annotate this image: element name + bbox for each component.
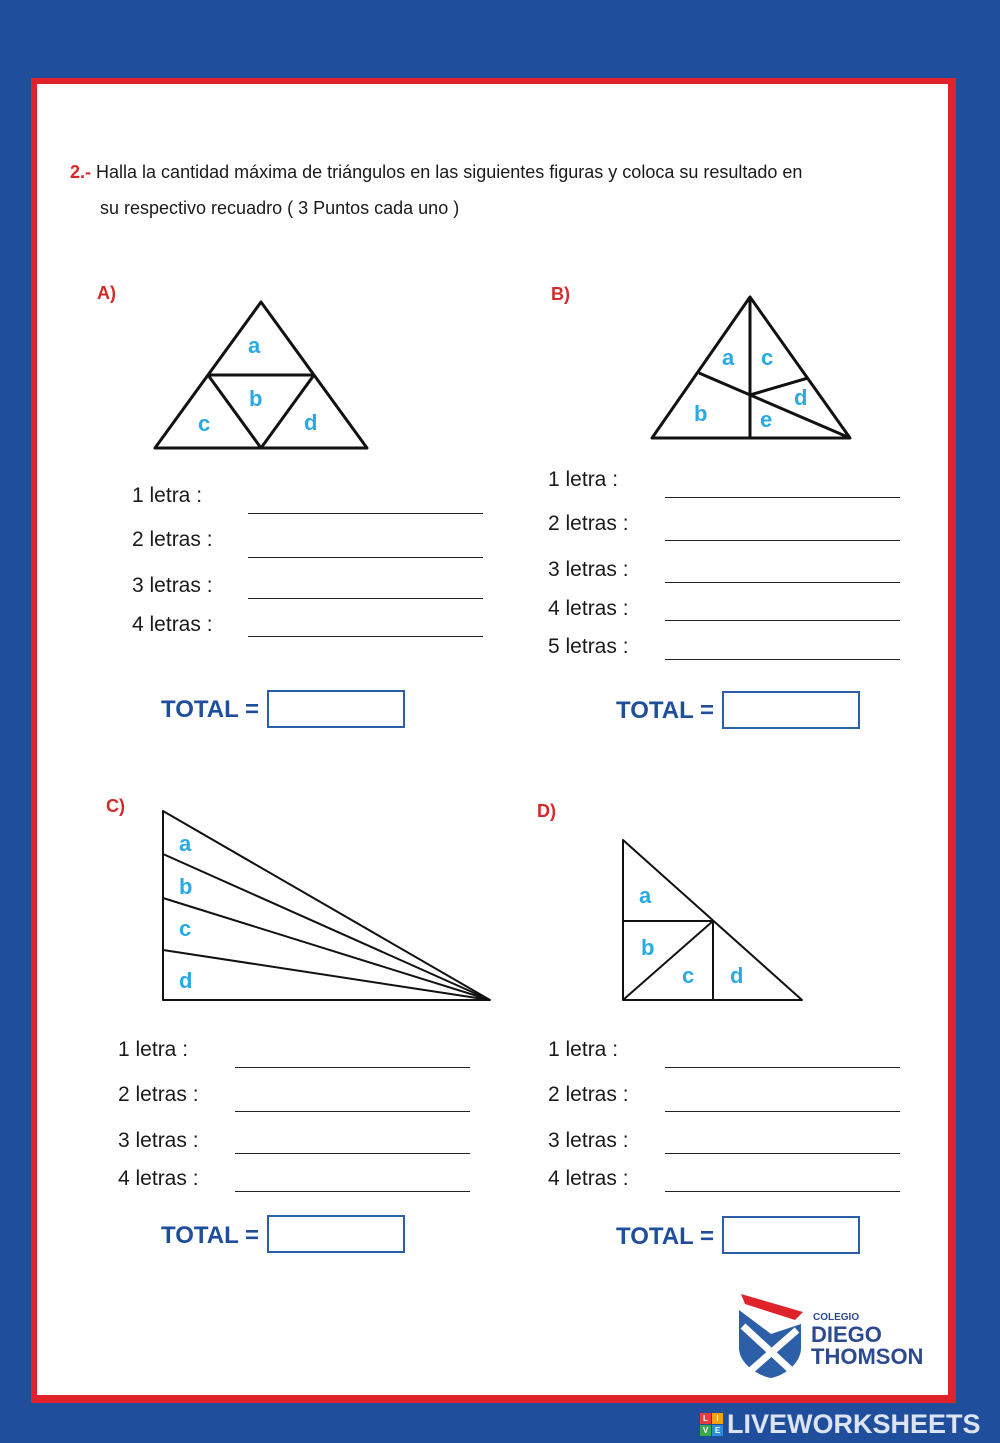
section-b-label: B): [551, 284, 570, 304]
section-a-row-4-blank[interactable]: [248, 636, 483, 637]
school-shield-logo-icon: [735, 1290, 810, 1380]
region-c-label: c: [198, 411, 211, 436]
region-a-label: a: [248, 333, 261, 358]
section-c-row-2-blank[interactable]: [235, 1111, 470, 1112]
section-a-label: A): [97, 283, 116, 303]
section-a-total-box[interactable]: [267, 690, 405, 728]
section-d-label: D): [537, 801, 556, 821]
instruction-line-1: [70, 154, 802, 190]
region-d-label: d: [730, 963, 744, 988]
section-a-row-1-blank[interactable]: [248, 513, 483, 514]
liveworksheets-watermark: [700, 1408, 981, 1440]
section-c-row-2-label: 2 letras :: [118, 1083, 199, 1106]
instruction-line-2: su respectivo recuadro ( 3 Puntos cada uno ): [100, 198, 460, 218]
section-d-row-2-label: 2 letras :: [548, 1083, 629, 1106]
section-b-row-3-blank[interactable]: [665, 582, 900, 583]
section-d-row-4-label: 4 letras :: [548, 1167, 629, 1190]
region-a-label: a: [179, 831, 192, 856]
section-c-row-4-blank[interactable]: [235, 1191, 470, 1192]
section-a-row-2-label: 2 letras :: [132, 528, 213, 551]
worksheet-page: [31, 78, 956, 1403]
figure-d-triangle: [618, 835, 808, 1005]
region-c-label: c: [761, 345, 774, 370]
section-a-row-3-blank[interactable]: [248, 598, 483, 599]
section-b-row-3-label: 3 letras :: [548, 558, 629, 581]
section-d-row-2-blank[interactable]: [665, 1111, 900, 1112]
instruction-text-1: Halla la cantidad máxima de triángulos en las siguientes figuras y coloca su resultado en: [96, 162, 803, 182]
region-d-label: d: [179, 968, 193, 993]
section-c-total-label: TOTAL =: [161, 1222, 260, 1249]
section-d-row-4-blank[interactable]: [665, 1191, 900, 1192]
section-d-total-box[interactable]: [722, 1216, 860, 1254]
section-c-total-box[interactable]: [267, 1215, 405, 1253]
section-c-row-4-label: 4 letras :: [118, 1167, 199, 1190]
region-d-label: d: [794, 385, 808, 410]
section-c-label: C): [106, 796, 125, 816]
section-a-row-3-label: 3 letras :: [132, 574, 213, 597]
section-c-row-1-label: 1 letra :: [118, 1038, 189, 1061]
region-c-label: c: [682, 963, 695, 988]
liveworksheets-text: LIVEWORKSHEETS: [727, 1408, 981, 1439]
logo-line-2: THOMSON: [811, 1344, 924, 1369]
region-e-label: e: [760, 407, 773, 432]
question-number: 2.-: [70, 162, 92, 182]
section-a-row-4-label: 4 letras :: [132, 613, 213, 636]
section-d-row-3-blank[interactable]: [665, 1153, 900, 1154]
region-b-label: b: [641, 935, 655, 960]
section-d-row-1-blank[interactable]: [665, 1067, 900, 1068]
section-b-row-1-label: 1 letra :: [548, 468, 619, 491]
figure-a-triangle: [150, 296, 375, 456]
region-b-label: b: [694, 401, 708, 426]
section-c-row-3-blank[interactable]: [235, 1153, 470, 1154]
section-d-row-1-label: 1 letra :: [548, 1038, 619, 1061]
section-b-row-1-blank[interactable]: [665, 497, 900, 498]
logo-small-text: COLEGIO: [813, 1312, 860, 1323]
section-a-total-label: TOTAL =: [161, 696, 260, 723]
section-b-row-4-blank[interactable]: [665, 620, 900, 621]
section-a-row-2-blank[interactable]: [248, 557, 483, 558]
section-b-row-5-blank[interactable]: [665, 659, 900, 660]
section-a-row-1-label: 1 letra :: [132, 484, 203, 507]
section-d-total-label: TOTAL =: [616, 1223, 715, 1250]
figure-c-triangle: [158, 806, 498, 1006]
section-b-row-4-label: 4 letras :: [548, 597, 629, 620]
section-d-row-3-label: 3 letras :: [548, 1129, 629, 1152]
region-b-label: b: [179, 874, 193, 899]
section-c-row-1-blank[interactable]: [235, 1067, 470, 1068]
region-d-label: d: [304, 410, 318, 435]
section-b-row-2-blank[interactable]: [665, 540, 900, 541]
region-c-label: c: [179, 916, 192, 941]
liveworksheets-logo-icon: L I V E: [700, 1413, 723, 1436]
section-c-row-3-label: 3 letras :: [118, 1129, 199, 1152]
figure-b-triangle: [645, 290, 860, 445]
logo-line-1: DIEGO: [811, 1322, 882, 1347]
section-b-row-5-label: 5 letras :: [548, 635, 629, 658]
section-b-total-box[interactable]: [722, 691, 860, 729]
region-a-label: a: [639, 883, 652, 908]
section-b-row-2-label: 2 letras :: [548, 512, 629, 535]
region-b-label: b: [249, 386, 263, 411]
section-b-total-label: TOTAL =: [616, 697, 715, 724]
region-a-label: a: [722, 345, 735, 370]
